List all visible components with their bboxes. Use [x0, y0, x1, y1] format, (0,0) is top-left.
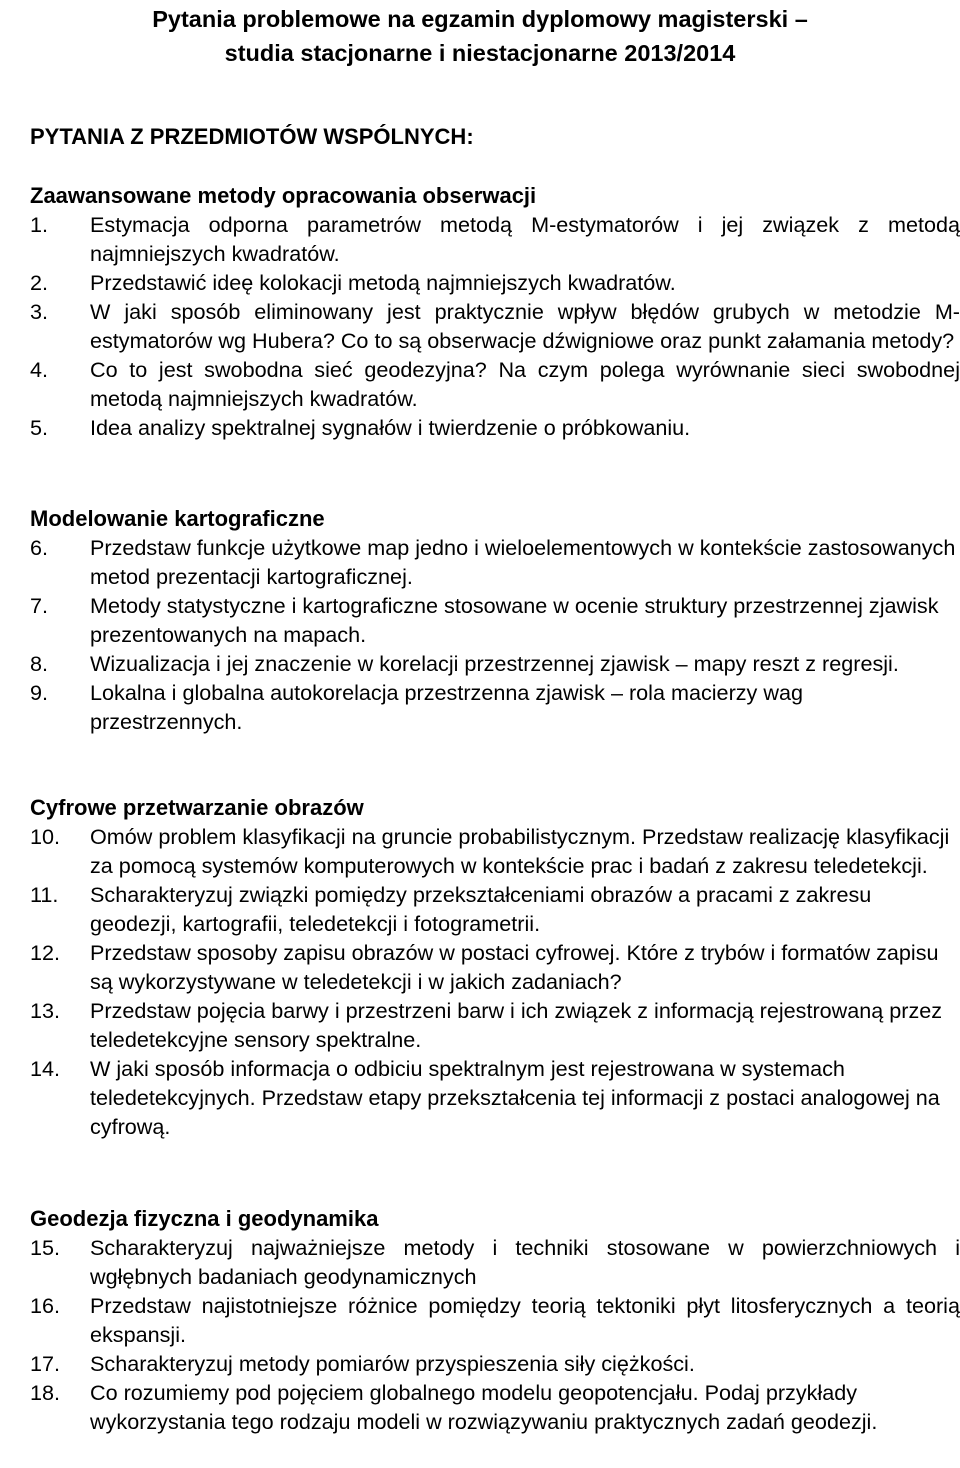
- list-item: [30, 268, 960, 297]
- item-text: Przedstawić ideę kolokacji metodą najmniejszych kwadratów.: [90, 270, 676, 295]
- list-item: [30, 1054, 960, 1141]
- document-title: [0, 2, 960, 70]
- item-text: Omów problem klasyfikacji na gruncie probabilistycznym. Przedstaw realizację klasyfikacji za pomocą systemów komputerowych w kontekście prac i badań z zakresu teledetekcji.: [90, 824, 950, 878]
- item-text: Co to jest swobodna sieć geodezyjna? Na czym polega wyrównanie sieci swobodnej metodą najmniejszych kwadratów.: [90, 357, 960, 411]
- item-number: 17.: [30, 1351, 61, 1376]
- item-number: 2.: [30, 270, 49, 295]
- item-text: W jaki sposób eliminowany jest praktycznie wpływ błędów grubych w metodzie M-estymatorów wg Hubera? Co to są obserwacje dźwigniowe oraz punkt załamania metody?: [90, 299, 960, 353]
- item-number: 3.: [30, 299, 49, 324]
- item-number: 7.: [30, 593, 49, 618]
- item-text: Estymacja odporna parametrów metodą M-estymatorów i jej związek z metodą najmniejszych kwadratów.: [90, 212, 960, 266]
- item-text: Metody statystyczne i kartograficzne stosowane w ocenie struktury przestrzennej zjawisk prezentowanych na mapach.: [90, 593, 939, 647]
- list-item: [30, 938, 960, 996]
- item-number: 12.: [30, 940, 61, 965]
- section-physical-geodesy: [30, 1204, 960, 1436]
- list-item: [30, 355, 960, 413]
- section-title: Zaawansowane metody opracowania obserwacji: [30, 183, 537, 208]
- list-item: [30, 591, 960, 649]
- item-number: 11.: [30, 882, 59, 907]
- general-subjects-heading: PYTANIA Z PRZEDMIOTÓW WSPÓLNYCH:: [30, 124, 474, 149]
- section-cartographic-modelling: [30, 504, 960, 736]
- item-text: Idea analizy spektralnej sygnałów i twierdzenie o próbkowaniu.: [90, 415, 691, 440]
- list-item: [30, 413, 960, 442]
- item-number: 16.: [30, 1293, 61, 1318]
- list-item: [30, 533, 960, 591]
- item-number: 13.: [30, 998, 61, 1023]
- item-text: Przedstaw najistotniejsze różnice pomiędzy teorią tektoniki płyt litosferycznych a teorią ekspansji.: [90, 1293, 960, 1347]
- item-number: 14.: [30, 1056, 61, 1081]
- item-text: Wizualizacja i jej znaczenie w korelacji przestrzennej zjawisk – mapy reszt z regresji.: [90, 651, 899, 676]
- list-item: [30, 1378, 960, 1436]
- item-number: 4.: [30, 357, 49, 382]
- item-number: 9.: [30, 680, 49, 705]
- item-text: W jaki sposób informacja o odbiciu spektralnym jest rejestrowana w systemach teledetekcyjnych. Przedstaw etapy przekształcenia tej informacji z postaci analogowej na cyfrową.: [90, 1056, 940, 1139]
- list-item: [30, 210, 960, 268]
- list-item: [30, 996, 960, 1054]
- item-text: Przedstaw funkcje użytkowe map jedno i wieloelementowych w kontekście zastosowanych metod prezentacji kartograficznej.: [90, 535, 956, 589]
- item-text: Lokalna i globalna autokorelacja przestrzenna zjawisk – rola macierzy wag przestrzennych.: [90, 680, 803, 734]
- item-number: 10.: [30, 824, 61, 849]
- list-item: [30, 678, 960, 736]
- section-title: Cyfrowe przetwarzanie obrazów: [30, 795, 364, 820]
- list-item: [30, 822, 960, 880]
- title-line-1: Pytania problemowe na egzamin dyplomowy magisterski –: [152, 6, 808, 32]
- item-number: 5.: [30, 415, 49, 440]
- item-text: Co rozumiemy pod pojęciem globalnego modelu geopotencjału. Podaj przykłady wykorzystania tego rodzaju modeli w rozwiązywaniu praktycznych zadań geodezji.: [90, 1380, 878, 1434]
- item-number: 6.: [30, 535, 49, 560]
- list-item: [30, 1233, 960, 1291]
- section-observation-methods: [30, 181, 960, 442]
- list-item: [30, 1349, 960, 1378]
- section-title: Geodezja fizyczna i geodynamika: [30, 1206, 379, 1231]
- item-number: 1.: [30, 212, 49, 237]
- item-text: Scharakteryzuj związki pomiędzy przekształceniami obrazów a pracami z zakresu geodezji, kartografii, teledetekcji i fotogrametrii.: [90, 882, 872, 936]
- item-number: 15.: [30, 1235, 61, 1260]
- item-number: 8.: [30, 651, 49, 676]
- section-title: Modelowanie kartograficzne: [30, 506, 325, 531]
- item-text: Przedstaw pojęcia barwy i przestrzeni barw i ich związek z informacją rejestrowaną przez teledetekcyjne sensory spektralne.: [90, 998, 943, 1052]
- list-item: [30, 1291, 960, 1349]
- list-item: [30, 649, 960, 678]
- item-text: Scharakteryzuj najważniejsze metody i techniki stosowane w powierzchniowych i wgłębnych badaniach geodynamicznych: [90, 1235, 960, 1289]
- item-text: Przedstaw sposoby zapisu obrazów w postaci cyfrowej. Które z trybów i formatów zapisu są wykorzystywane w teledetekcji i w jakich zadaniach?: [90, 940, 939, 994]
- section-digital-image-processing: [30, 793, 960, 1141]
- item-number: 18.: [30, 1380, 61, 1405]
- item-text: Scharakteryzuj metody pomiarów przyspieszenia siły ciężkości.: [90, 1351, 695, 1376]
- title-line-2: studia stacjonarne i niestacjonarne 2013/2014: [224, 40, 736, 66]
- list-item: [30, 297, 960, 355]
- list-item: [30, 880, 960, 938]
